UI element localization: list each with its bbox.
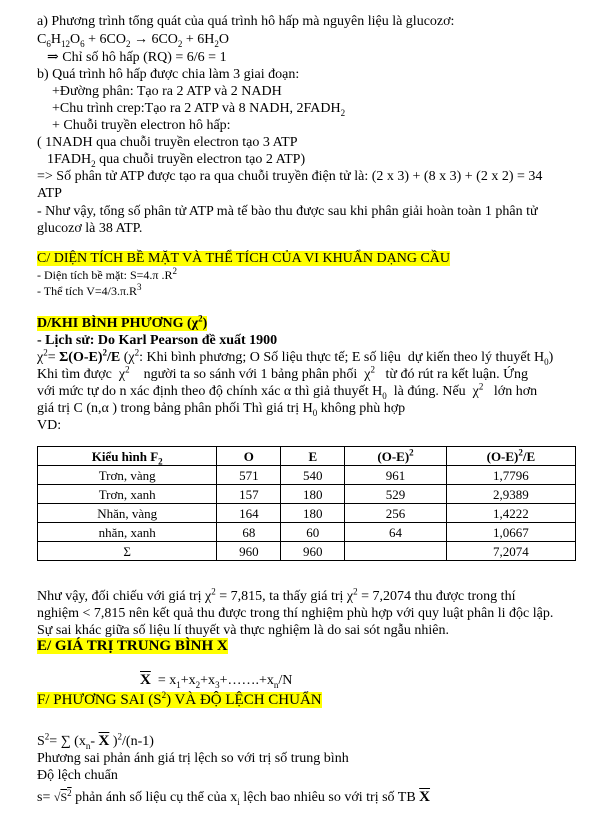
col-chi-component: $(O-E)^2/E$: [446, 447, 575, 466]
respiration-equation: $C_6H_{12}O_6 + 6CO_2 \to 6CO_2 + 6H_2O$: [37, 32, 230, 49]
chi-square-text-2: với mức tự do n xác định theo độ chính xác α thì giả thuyết $H_0$ là đúng. Nếu $\chi^2$ lớn hơn: [37, 381, 538, 401]
conclusion-line-3: Sự sai khác giữa số liệu lí thuyết và thực nghiệm là do sai sót ngẫu nhiên.: [37, 623, 449, 638]
cell: 1,4222: [446, 504, 575, 523]
cell: Nhăn, vàng: [38, 504, 217, 523]
conclusion-line-1: Như vậy, đối chiếu với giá trị $\chi^2 = 7,815$, ta thấy giá trị $\chi^2 = 7,2074$ thu được trong thí: [37, 586, 516, 604]
col-e: E: [281, 447, 345, 466]
history-line: - Lịch sử: Do Karl Pearson đề xuất 1900: [37, 333, 278, 348]
cell: 960: [217, 542, 281, 561]
example-label: VD:: [37, 418, 62, 433]
chi-square-text-3: giá trị C (n,α ) trong bảng phân phối Thì giá trị $H_0$ không phù hợp: [37, 401, 406, 418]
table-header-row: [38, 447, 576, 466]
atp-unit-line: ATP: [37, 186, 62, 201]
col-o-e-squared: $(O-E)^2$: [345, 447, 447, 466]
krebs-line: +Chu trình crep:Tạo ra 2 ATP và 8 NADH, $2FADH_2$: [52, 101, 346, 118]
cell: 1,7796: [446, 466, 575, 485]
cell: Σ: [38, 542, 217, 561]
rq-line: ⇒ Chỉ số hô hấp (RQ) = 6/6 = 1: [47, 50, 227, 65]
cell: 540: [281, 466, 345, 485]
col-o: O: [217, 447, 281, 466]
variance-description: Phương sai phản ánh giá trị lệch so với trị số trung bình: [37, 751, 349, 766]
cell: Trơn, xanh: [38, 485, 217, 504]
nadh-line: ( 1NADH qua chuỗi truyền electron tạo 3 ATP: [37, 135, 298, 150]
col-phenotype: Kiểu hình $F_2$: [38, 447, 217, 466]
surface-area-line: - Diện tích bề mặt: S=4.π $.R^2$: [37, 266, 177, 282]
cell: 157: [217, 485, 281, 504]
cell: 571: [217, 466, 281, 485]
chi-square-definition: $\chi^2= \Sigma(O-E)^2/E$ ($\chi^2$: Khi bình phương; O Số liệu thực tế; E số liệu dự kiến theo lý thuyết $H_0$): [37, 347, 554, 367]
table-row: [38, 504, 576, 523]
cell: 960: [281, 542, 345, 561]
table-row: [38, 523, 576, 542]
mean-formula: $\overline{X}$ = $x_1+x_2+x_3+\dots\dots.+x_n/N$: [140, 672, 293, 690]
section-e-heading: E/ GIÁ TRỊ TRUNG BÌNH X: [37, 638, 228, 654]
cell: [345, 542, 447, 561]
cell: 529: [345, 485, 447, 504]
section-f-heading: F/ PHƯƠNG SAI $(S^2)$ VÀ ĐỘ LỆCH CHUẨN: [37, 690, 322, 708]
std-dev-line: $s= √S^2$ phản ánh số liệu cụ thể của $x_i$ lệch bao nhiêu so với trị số TB $\overline{X}$: [37, 788, 431, 807]
cell: 961: [345, 466, 447, 485]
table-row-total: [38, 542, 576, 561]
glycolysis-line: +Đường phân: Tạo ra 2 ATP và 2 NADH: [52, 84, 282, 99]
cell: 2,9389: [446, 485, 575, 504]
fadh-line: $1FADH_2$ qua chuỗi truyền electron tạo 2 ATP): [47, 152, 306, 169]
cell: 180: [281, 504, 345, 523]
cell: nhăn, xanh: [38, 523, 217, 542]
cell: Trơn, vàng: [38, 466, 217, 485]
cell: 164: [217, 504, 281, 523]
total-atp-line-1: - Như vậy, tổng số phân tử ATP mà tế bào thu được sau khi phân giải hoàn toàn 1 phân tử: [37, 204, 538, 219]
section-d-heading: D/KHI BÌNH PHƯƠNG $(\chi^2)$: [37, 313, 208, 331]
chi-square-text-1: Khi tìm được $\chi^2$ người ta so sánh với 1 bảng phân phối $\chi^2$ từ đó rút ra kết luận. Ứng: [37, 364, 528, 382]
volume-line: - Thể tích $V=4/3.\pi.R^3$: [37, 282, 142, 298]
etc-line: + Chuỗi truyền electron hô hấp:: [52, 118, 231, 133]
std-dev-label: Độ lệch chuẩn: [37, 768, 118, 783]
atp-sum-line: => Số phân tử ATP được tạo ra qua chuỗi truyền điện tử là: (2 x 3) + (8 x 3) + (2 x 2) = 34: [37, 169, 543, 184]
cell: 256: [345, 504, 447, 523]
cell: 7,2074: [446, 542, 575, 561]
variance-formula: $S^2=$ ∑ ($x_n-$ $\overline{X}$ )$^2$/(n-1): [37, 731, 154, 751]
cell: 60: [281, 523, 345, 542]
part-a-line-1: a) Phương trình tổng quát của quá trình hô hấp mà nguyên liệu là glucozơ:: [37, 14, 455, 29]
cell: 68: [217, 523, 281, 542]
cell: 180: [281, 485, 345, 504]
chi-square-table: [37, 446, 576, 561]
total-atp-line-2: glucozơ là 38 ATP.: [37, 221, 143, 236]
conclusion-line-2: nghiệm < 7,815 nên kết quả thu được trong thí nghiệm phù hợp với quy luật phân li độc lập.: [37, 606, 554, 621]
part-b-line-1: b) Quá trình hô hấp được chia làm 3 giai đoạn:: [37, 67, 300, 82]
cell: 64: [345, 523, 447, 542]
cell: 1,0667: [446, 523, 575, 542]
table-row: [38, 466, 576, 485]
table-row: [38, 485, 576, 504]
section-c-heading: C/ DIỆN TÍCH BỀ MẶT VÀ THỂ TÍCH CỦA VI KHUẨN DẠNG CẦU: [37, 251, 451, 266]
